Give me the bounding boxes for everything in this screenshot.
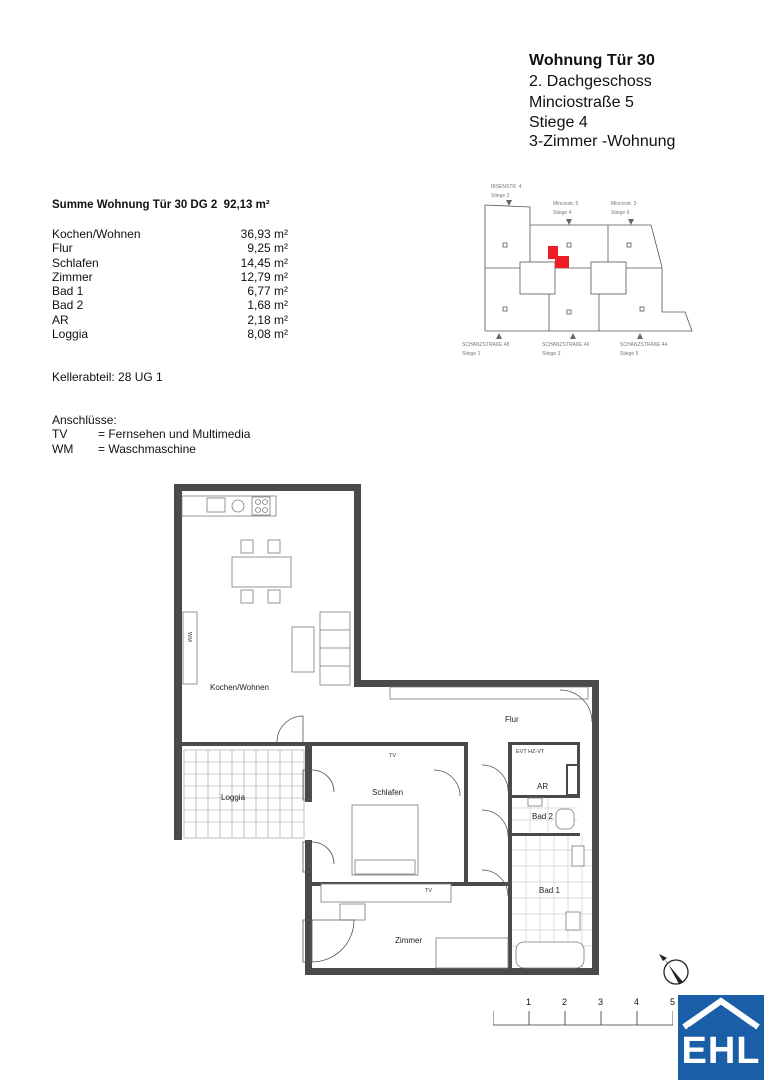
connections-title: Anschlüsse:	[52, 413, 117, 427]
room-name: Flur	[52, 241, 73, 256]
room-name: Bad 2	[52, 298, 84, 313]
legend-value: = Waschmaschine	[98, 441, 196, 456]
logo-text: EHL	[681, 1030, 761, 1072]
summary-label: Summe Wohnung Tür 30 DG 2	[52, 199, 218, 211]
room-name: Zimmer	[52, 269, 93, 284]
room-label-flur: Flur	[505, 715, 519, 724]
site-label-stair: Stiege 3	[542, 351, 561, 357]
room-name: AR	[52, 312, 69, 327]
legend-value: = Fernsehen und Multimedia	[98, 427, 251, 442]
site-label-street: IBSENSTR. 4	[491, 184, 522, 190]
scale-tick: 5	[670, 997, 676, 1007]
scale-tick: 3	[598, 997, 604, 1007]
site-label-stair: Stiege 4	[553, 210, 572, 216]
room-area: 36,93 m²	[240, 227, 288, 241]
legend-row	[52, 442, 250, 456]
site-label-street: Minciostr. 5	[553, 201, 579, 207]
evt-label: EVT HZ-VT	[516, 749, 545, 755]
scale-bar	[493, 997, 676, 1027]
room-name: Bad 1	[52, 284, 84, 299]
room-label-schlafen: Schlafen	[372, 788, 404, 797]
site-label-stair: Stiege 2	[491, 193, 510, 199]
room-label-bad2: Bad 2	[532, 812, 553, 821]
connections-legend	[52, 413, 250, 456]
room-row	[52, 256, 288, 270]
legend-row	[52, 427, 250, 441]
site-label-street: SCHANZSTRAßE 46	[542, 342, 590, 348]
apartment-type: 3-Zimmer -Wohnung	[529, 133, 676, 150]
street-label: Minciostraße 5	[529, 94, 634, 111]
site-label-stair: Stiege 5	[620, 351, 639, 357]
room-area: 8,08 m²	[247, 327, 288, 342]
room-area-list	[52, 227, 288, 341]
room-label-zimmer: Zimmer	[395, 936, 423, 945]
floor-label: 2. Dachgeschoss	[529, 73, 652, 90]
apartment-title: Wohnung Tür 30	[529, 52, 655, 69]
wm-outlet: WM	[186, 632, 192, 642]
ehl-logo	[678, 995, 764, 1080]
floor-plan	[170, 480, 610, 980]
site-key-plan	[455, 180, 705, 365]
room-name: Kochen/Wohnen	[52, 227, 141, 241]
room-row	[52, 227, 288, 241]
room-row	[52, 313, 288, 327]
staircase-label: Stiege 4	[529, 114, 588, 131]
room-row	[52, 284, 288, 298]
site-label-street: SCHANZSTRAßE 44	[620, 342, 668, 348]
site-label-street: SCHANZSTRAßE 48	[462, 342, 510, 348]
site-label-street: Minciostr. 3	[611, 201, 637, 207]
room-label-bad1: Bad 1	[539, 886, 560, 895]
summary-total: 92,13 m²	[223, 199, 270, 211]
room-area: 2,18 m²	[247, 312, 288, 327]
room-row	[52, 270, 288, 284]
room-label-loggia: Loggia	[221, 793, 246, 802]
scale-bar-graphic	[493, 997, 676, 1029]
room-area: 1,68 m²	[247, 298, 288, 313]
room-area: 6,77 m²	[247, 284, 288, 299]
legend-key: WM	[52, 441, 74, 456]
room-row	[52, 298, 288, 312]
room-area: 14,45 m²	[240, 255, 288, 270]
site-label-stair: Stiege 1	[462, 351, 481, 357]
north-arrow-icon	[655, 952, 695, 992]
area-summary	[52, 199, 270, 211]
scale-tick: 4	[634, 997, 640, 1007]
cellar-label: Kellerabteil: 28 UG 1	[52, 370, 163, 384]
room-row	[52, 241, 288, 255]
room-name: Loggia	[52, 327, 89, 342]
room-label-ar: AR	[537, 782, 549, 791]
scale-tick: 2	[562, 997, 568, 1007]
site-label-stair: Stiege 6	[611, 210, 630, 216]
tv-outlet: TV	[425, 888, 433, 894]
room-area: 9,25 m²	[247, 241, 288, 256]
room-name: Schlafen	[52, 255, 99, 270]
room-row	[52, 327, 288, 341]
scale-tick: 1	[526, 997, 532, 1007]
room-label-kochen: Kochen/Wohnen	[210, 683, 270, 692]
legend-key: TV	[52, 427, 68, 442]
tv-outlet: TV	[389, 753, 397, 759]
room-area: 12,79 m²	[240, 269, 288, 284]
